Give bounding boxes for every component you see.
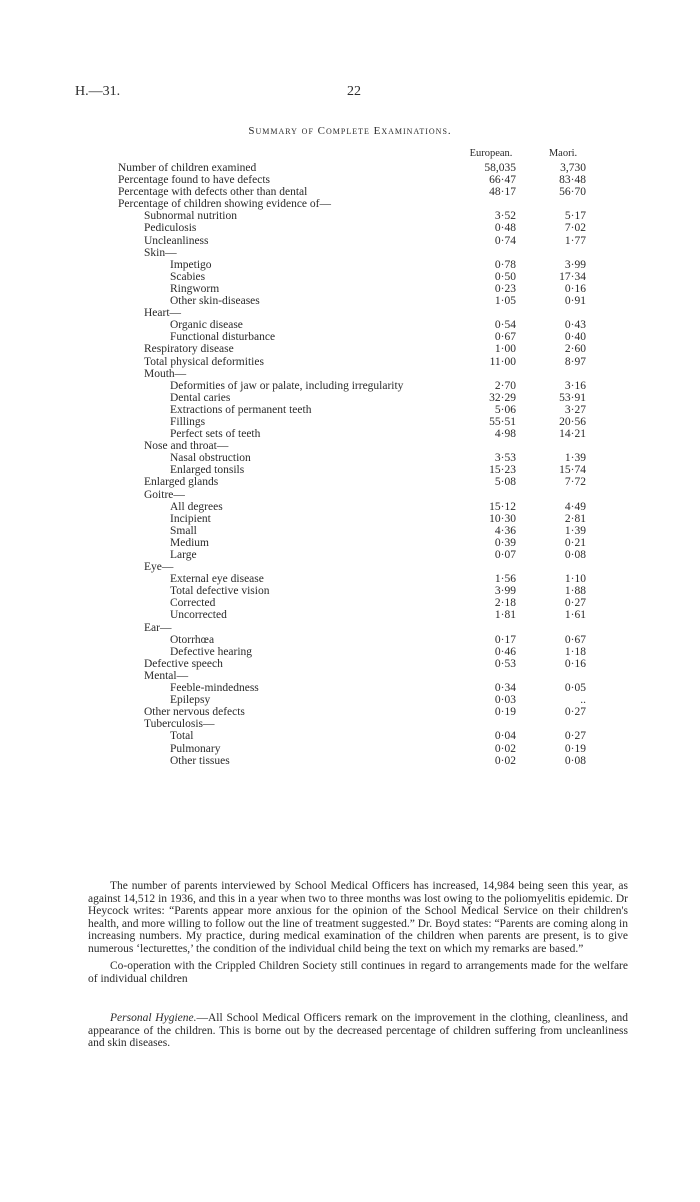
cell-european: 0·07 xyxy=(494,549,516,561)
cell-maori: 15·74 xyxy=(559,464,586,477)
cell-european: 0·78 xyxy=(494,258,516,271)
cell-maori: 0·08 xyxy=(564,754,586,767)
table-row xyxy=(118,343,598,355)
row-label: Medium xyxy=(170,536,209,549)
row-label: Skin— xyxy=(144,246,177,259)
row-label: Ear— xyxy=(144,621,172,634)
cell-european: 3·53 xyxy=(494,452,516,465)
table-row xyxy=(118,283,598,295)
table-row xyxy=(118,319,598,331)
table-row xyxy=(118,392,598,404)
cell-european: 66·47 xyxy=(489,174,516,187)
row-label: Scabies xyxy=(170,270,206,283)
table-row xyxy=(118,464,598,476)
summary-table xyxy=(118,148,598,767)
cell-maori: 2·81 xyxy=(564,512,586,525)
table-row xyxy=(118,259,598,271)
cell-maori: .. xyxy=(580,694,586,707)
table-row xyxy=(118,658,598,670)
document-reference: H.—31. xyxy=(75,84,121,99)
row-label: Eye— xyxy=(144,561,174,574)
cell-european: 0·67 xyxy=(494,331,516,344)
cell-maori: 1·61 xyxy=(564,609,586,622)
row-label: Pulmonary xyxy=(170,742,221,755)
row-label: Total xyxy=(170,730,194,743)
cell-european: 55·51 xyxy=(489,415,516,428)
table-row xyxy=(118,452,598,464)
row-label: Percentage with defects other than dental xyxy=(118,186,308,199)
cell-maori: 0·27 xyxy=(564,706,586,719)
cell-maori: 0·19 xyxy=(564,742,586,755)
row-label: Other nervous defects xyxy=(144,706,245,719)
cell-european: 3·52 xyxy=(494,210,516,223)
table-row xyxy=(118,489,598,501)
table-row xyxy=(118,549,598,561)
cell-european: 0·48 xyxy=(494,222,516,235)
table-row xyxy=(118,476,598,488)
cell-european: 48·17 xyxy=(489,186,516,199)
cell-european: 0·53 xyxy=(494,657,516,670)
cell-european: 0·50 xyxy=(494,270,516,283)
cell-european: 0·34 xyxy=(494,682,516,695)
cell-european: 15·23 xyxy=(489,464,516,477)
cell-european: 58,035 xyxy=(484,162,516,174)
cell-european: 0·39 xyxy=(494,536,516,549)
row-label: Fillings xyxy=(170,415,206,428)
row-label: Nasal obstruction xyxy=(170,452,251,465)
table-row xyxy=(118,561,598,573)
row-label: Incipient xyxy=(170,512,211,525)
row-label: Defective speech xyxy=(144,657,223,670)
cell-maori: 1·10 xyxy=(564,573,586,586)
row-label: Percentage of children showing evidence of— xyxy=(118,198,331,211)
cell-maori: 3·27 xyxy=(564,403,586,416)
cell-maori: 1·18 xyxy=(564,645,586,658)
row-label: Uncleanliness xyxy=(144,234,209,247)
row-label: Uncorrected xyxy=(170,609,227,622)
table-row xyxy=(118,718,598,730)
cell-european: 1·81 xyxy=(494,609,516,622)
cell-maori: 3·99 xyxy=(564,258,586,271)
row-label: All degrees xyxy=(170,500,223,513)
row-label: Extractions of permanent teeth xyxy=(170,403,312,416)
cell-european: 5·08 xyxy=(494,476,516,489)
cell-maori: 0·16 xyxy=(564,282,586,295)
cell-maori: 1·88 xyxy=(564,585,586,598)
cell-maori: 83·48 xyxy=(559,174,586,187)
cell-european: 1·56 xyxy=(494,573,516,586)
row-label: Dental caries xyxy=(170,391,231,404)
cell-european: 5·06 xyxy=(494,403,516,416)
cell-maori: 7·02 xyxy=(564,222,586,235)
row-label: Feeble-mindedness xyxy=(170,682,259,695)
row-label: Percentage found to have defects xyxy=(118,174,270,187)
cell-maori: 0·05 xyxy=(564,682,586,695)
row-label: Large xyxy=(170,549,197,561)
cell-european: 3·99 xyxy=(494,585,516,598)
cell-european: 11·00 xyxy=(489,355,516,368)
table-row xyxy=(118,368,598,380)
row-label: Total physical deformities xyxy=(144,355,264,368)
row-label: Respiratory disease xyxy=(144,343,234,356)
table-row xyxy=(118,222,598,234)
table-row xyxy=(118,235,598,247)
cell-maori: 7·72 xyxy=(564,476,586,489)
table-row xyxy=(118,428,598,440)
table-row xyxy=(118,501,598,513)
personal-hygiene-heading: Personal Hygiene. xyxy=(110,1012,197,1024)
cell-european: 32·29 xyxy=(489,391,516,404)
cell-maori: 0·08 xyxy=(564,549,586,561)
cell-european: 10·30 xyxy=(489,512,516,525)
cell-maori: 2·60 xyxy=(564,343,586,356)
cell-maori: 0·27 xyxy=(564,597,586,610)
row-label: Deformities of jaw or palate, including irregularity xyxy=(170,379,404,392)
table-row xyxy=(118,743,598,755)
personal-hygiene-text: —All School Medical Officers remark on the improvement in the clothing, cleanliness, and appearance of the children. This is borne out by the decreased percentage of children suffering from uncleanliness and skin diseases. xyxy=(88,1012,628,1050)
table-column-headers xyxy=(118,148,598,162)
row-label: Other tissues xyxy=(170,754,230,767)
cell-european: 0·54 xyxy=(494,319,516,332)
page-number: 22 xyxy=(347,84,361,99)
cell-maori: 0·43 xyxy=(564,319,586,332)
row-label: External eye disease xyxy=(170,573,264,586)
column-header-european: European. xyxy=(469,148,513,159)
paragraph-personal-hygiene xyxy=(88,1012,628,1050)
row-label: Small xyxy=(170,524,197,537)
table-row xyxy=(118,537,598,549)
cell-maori: 14·21 xyxy=(559,428,586,441)
table-row xyxy=(118,440,598,452)
table-row xyxy=(118,525,598,537)
table-row xyxy=(118,210,598,222)
table-row xyxy=(118,380,598,392)
table-row xyxy=(118,585,598,597)
row-label: Perfect sets of teeth xyxy=(170,428,261,441)
table-row xyxy=(118,186,598,198)
cell-maori: 0·16 xyxy=(564,657,586,670)
table-row xyxy=(118,646,598,658)
cell-european: 4·98 xyxy=(494,428,516,441)
row-label: Other skin-diseases xyxy=(170,295,260,308)
cell-maori: 17·34 xyxy=(559,270,586,283)
cell-european: 15·12 xyxy=(489,500,516,513)
table-row xyxy=(118,730,598,742)
table-row xyxy=(118,247,598,259)
row-label: Subnormal nutrition xyxy=(144,210,237,223)
cell-maori: 3,730 xyxy=(560,162,586,174)
row-label: Organic disease xyxy=(170,319,243,332)
table-row xyxy=(118,755,598,767)
row-label: Total defective vision xyxy=(170,585,270,598)
cell-maori: 56·70 xyxy=(559,186,586,199)
cell-european: 0·03 xyxy=(494,694,516,707)
table-row xyxy=(118,670,598,682)
cell-maori: 5·17 xyxy=(564,210,586,223)
cell-european: 2·18 xyxy=(494,597,516,610)
table-row xyxy=(118,331,598,343)
table-title: Summary of Complete Examinations. xyxy=(248,125,452,137)
table-row xyxy=(118,597,598,609)
table-row xyxy=(118,162,598,174)
table-row xyxy=(118,404,598,416)
cell-european: 0·02 xyxy=(494,754,516,767)
row-label: Heart— xyxy=(144,307,182,320)
table-row xyxy=(118,307,598,319)
table-row xyxy=(118,356,598,368)
cell-european: 0·46 xyxy=(494,645,516,658)
row-label: Epilepsy xyxy=(170,694,211,707)
table-row xyxy=(118,706,598,718)
cell-maori: 4·49 xyxy=(564,500,586,513)
cell-maori: 0·91 xyxy=(564,295,586,308)
table-row xyxy=(118,198,598,210)
row-label: Nose and throat— xyxy=(144,440,229,453)
row-label: Pediculosis xyxy=(144,222,197,235)
cell-european: 0·23 xyxy=(494,282,516,295)
cell-maori: 0·21 xyxy=(564,536,586,549)
cell-maori: 1·39 xyxy=(564,452,586,465)
table-row xyxy=(118,609,598,621)
table-row xyxy=(118,634,598,646)
row-label: Enlarged glands xyxy=(144,476,219,489)
row-label: Functional disturbance xyxy=(170,331,276,344)
cell-european: 2·70 xyxy=(494,379,516,392)
cell-european: 0·17 xyxy=(494,633,516,646)
cell-maori: 20·56 xyxy=(559,415,586,428)
cell-european: 4·36 xyxy=(494,524,516,537)
row-label: Goitre— xyxy=(144,488,185,501)
table-row xyxy=(118,416,598,428)
row-label: Number of children examined xyxy=(118,162,257,174)
table-row xyxy=(118,513,598,525)
table-body xyxy=(118,162,598,767)
page-header xyxy=(75,84,625,104)
cell-european: 0·19 xyxy=(494,706,516,719)
paragraph-crippled-children: Co-operation with the Crippled Children Society still continues in regard to arrangements made for the welfare of individual children xyxy=(88,960,628,985)
table-row xyxy=(118,573,598,585)
cell-maori: 0·40 xyxy=(564,331,586,344)
row-label: Defective hearing xyxy=(170,645,253,658)
cell-maori: 0·67 xyxy=(564,633,586,646)
row-label: Mental— xyxy=(144,669,189,682)
column-header-maori: Maori. xyxy=(548,148,578,159)
row-label: Impetigo xyxy=(170,258,212,271)
paragraph-parents-interviewed: The number of parents interviewed by School Medical Officers has increased, 14,984 being seen this year, as against 14,512 in 1936, and this in a year when two to three months was lost owing to the poliomyelitis epidemic. Dr Heycock writes: “Parents appear more anxious for the opinion of the School Medical Service on their children's health, and more willing to follow out the line of treatment suggested.” Dr. Boyd states: “Parents are coming along in increasing numbers. My practice, during medical examination of the children when parents are present, is to give numerous ‘lecturettes,’ the condition of the individual child being the text on which my remarks are based.” xyxy=(88,880,628,955)
cell-maori: 3·16 xyxy=(564,379,586,392)
row-label: Mouth— xyxy=(144,367,187,380)
cell-maori: 0·27 xyxy=(564,730,586,743)
table-row xyxy=(118,295,598,307)
table-row xyxy=(118,271,598,283)
row-label: Ringworm xyxy=(170,282,220,295)
row-label: Enlarged tonsils xyxy=(170,464,245,477)
cell-european: 1·05 xyxy=(494,295,516,308)
row-label: Otorrhœa xyxy=(170,633,215,646)
table-row xyxy=(118,682,598,694)
cell-european: 0·04 xyxy=(494,730,516,743)
cell-european: 0·74 xyxy=(494,234,516,247)
cell-maori: 1·77 xyxy=(564,234,586,247)
table-row xyxy=(118,622,598,634)
cell-maori: 1·39 xyxy=(564,524,586,537)
table-row xyxy=(118,174,598,186)
row-label: Tuberculosis— xyxy=(144,718,215,731)
cell-european: 0·02 xyxy=(494,742,516,755)
cell-maori: 8·97 xyxy=(564,355,586,368)
table-row xyxy=(118,694,598,706)
cell-european: 1·00 xyxy=(494,343,516,356)
cell-maori: 53·91 xyxy=(559,391,586,404)
row-label: Corrected xyxy=(170,597,216,610)
